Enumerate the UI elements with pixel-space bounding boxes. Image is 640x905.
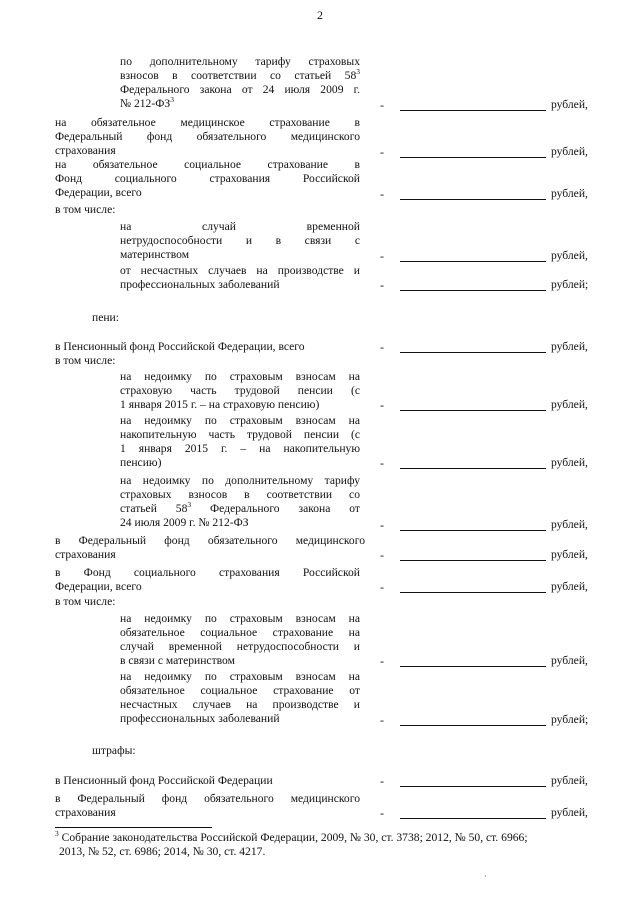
- page-number: 2: [317, 8, 323, 22]
- item-accidents: [120, 264, 360, 292]
- unit-label: рублей,: [551, 456, 588, 469]
- including-label: в том числе:: [55, 203, 116, 216]
- footnote: [55, 831, 595, 859]
- text-line: накопительную часть трудовой пенсии (с: [120, 428, 360, 441]
- blank-line[interactable]: [400, 110, 546, 111]
- unit-label: рублей,: [551, 340, 588, 353]
- text-line: взносов в соответствии со статьей $58^3$: [120, 67, 360, 82]
- text-line: от несчастных случаев на производстве и: [120, 264, 360, 277]
- text-line: на недоимку по страховым взносам на: [120, 670, 360, 683]
- item-peni-temporary-disability: [120, 612, 360, 668]
- text-line: в Федеральный фонд обязательного медицинского: [55, 792, 360, 805]
- text-line: на недоимку по дополнительному тарифу: [120, 474, 360, 487]
- text-line: на обязательное медицинское страхование в: [55, 116, 360, 129]
- blank-line[interactable]: [400, 290, 546, 291]
- text-line: 1 января 2015 г. – на страховую пенсию): [120, 398, 320, 411]
- item-fines-medical-fund: [55, 792, 360, 820]
- footnote-text: Собрание законодательства Российской Федерации, 2009, № 30, ст. 3738; 2012, № 50, ст. 6966;: [61, 831, 528, 844]
- footnote-ref: 3: [356, 67, 360, 77]
- dash: -: [380, 340, 384, 354]
- text-line: в Федеральный фонд обязательного медицинского: [55, 534, 365, 547]
- text-line: профессиональных заболеваний: [120, 712, 280, 725]
- unit-label: рублей,: [551, 187, 588, 200]
- dash: -: [380, 398, 384, 412]
- text-line: в Пенсионный фонд Российской Федерации: [55, 774, 273, 787]
- section-heading-shtrafy: штрафы:: [92, 744, 136, 757]
- footnote-line: [55, 845, 595, 859]
- unit-label: рублей,: [551, 774, 588, 787]
- text-line: на обязательное социальное страхование в: [55, 158, 360, 171]
- item-peni-funded-pension: [120, 414, 360, 470]
- unit-label: рублей,: [551, 806, 588, 819]
- item-peni-insurance-pension: [120, 370, 360, 412]
- text-line: пенсию): [120, 456, 162, 469]
- text-line: 24 июля 2009 г. № 212-ФЗ: [120, 516, 249, 529]
- text-line: 1 января 2015 г. – на накопительную: [120, 442, 360, 455]
- blank-line[interactable]: [400, 786, 546, 787]
- text-line: обязательное социальное страхование от: [120, 684, 360, 697]
- text-line: Федеральный фонд обязательного медицинского: [55, 130, 360, 143]
- text-line: Федерации, всего: [55, 186, 142, 199]
- dash: -: [380, 774, 384, 788]
- dash: -: [380, 456, 384, 470]
- dash: -: [380, 278, 384, 292]
- unit-label: рублей,: [551, 398, 588, 411]
- dash: -: [380, 548, 384, 562]
- blank-line[interactable]: [400, 261, 546, 262]
- unit-label: рублей,: [551, 145, 588, 158]
- text-line: Фонд социального страхования Российской: [55, 172, 360, 185]
- blank-line[interactable]: [400, 818, 546, 819]
- unit-label: рублей,: [551, 249, 588, 262]
- text-line: по дополнительному тарифу страховых: [120, 55, 360, 68]
- item-peni-pension-fund: [55, 340, 365, 354]
- text-line: на недоимку по страховым взносам на: [120, 414, 360, 427]
- item-peni-accidents: [120, 670, 360, 726]
- text-line: страховых взносов в соответствии со: [120, 488, 360, 501]
- footnote-ref: 3: [170, 95, 174, 105]
- item-medical-insurance: [55, 116, 360, 158]
- text-line: статьей $58^3$ Федерального закона от: [120, 500, 360, 515]
- footnote-text: 2013, № 52, ст. 6986; 2014, № 30, ст. 4217.: [59, 845, 266, 858]
- dash: -: [380, 98, 384, 112]
- unit-label: рублей,: [551, 548, 588, 561]
- blank-line[interactable]: [400, 468, 546, 469]
- dash: -: [380, 654, 384, 668]
- item-additional-tariff: [120, 55, 360, 111]
- text-line: несчастных случаев на производстве и: [120, 698, 360, 711]
- item-social-insurance: [55, 158, 360, 200]
- text-line: страхования: [55, 806, 116, 819]
- blank-line[interactable]: [400, 352, 546, 353]
- text-line: Федерального закона от 24 июля 2009 г.: [120, 83, 360, 96]
- dash: -: [380, 249, 384, 263]
- text-line: случай временной нетрудоспособности и: [120, 640, 360, 653]
- unit-label: рублей,: [551, 654, 588, 667]
- section-heading-peni: пени:: [92, 311, 119, 324]
- blank-line[interactable]: [400, 199, 546, 200]
- scan-dot: ·: [484, 872, 487, 881]
- blank-line[interactable]: [400, 666, 546, 667]
- item-temporary-disability: [120, 220, 360, 262]
- text-line: на случай временной: [120, 220, 360, 233]
- item-peni-additional-tariff: [120, 474, 360, 530]
- dash: -: [380, 518, 384, 532]
- text-line: страховую часть трудовой пенсии (с: [120, 384, 360, 397]
- blank-line[interactable]: [400, 725, 546, 726]
- including-label: в том числе:: [55, 595, 116, 608]
- text-line: обязательное социальное страхование на: [120, 626, 360, 639]
- text-line: в Фонд социального страхования Российской: [55, 566, 360, 579]
- unit-label: рублей,: [551, 518, 588, 531]
- footnote-mark: 3: [55, 829, 59, 839]
- blank-line[interactable]: [400, 592, 546, 593]
- blank-line[interactable]: [400, 560, 546, 561]
- blank-line[interactable]: [400, 157, 546, 158]
- text-line: страхования: [55, 144, 116, 157]
- footnote-divider: [55, 827, 212, 828]
- unit-label: рублей,: [551, 580, 588, 593]
- blank-line[interactable]: [400, 530, 546, 531]
- item-peni-medical-fund: [55, 534, 365, 562]
- text-line: № $212-ФЗ^3$: [120, 95, 174, 110]
- item-fines-pension-fund: [55, 774, 365, 788]
- including-label: в том числе:: [55, 354, 116, 367]
- unit-label: рублей;: [551, 713, 589, 726]
- text-line: на недоимку по страховым взносам на: [120, 370, 360, 383]
- footnote-ref: 3: [187, 500, 192, 510]
- text-line: в связи с материнством: [120, 654, 235, 667]
- text-line: нетрудоспособности и в связи с: [120, 234, 360, 247]
- dash: -: [380, 187, 384, 201]
- blank-line[interactable]: [400, 410, 546, 411]
- dash: -: [380, 145, 384, 159]
- text-line: материнством: [120, 248, 190, 261]
- text-line: на недоимку по страховым взносам на: [120, 612, 360, 625]
- text-line: в Пенсионный фонд Российской Федерации, всего: [55, 340, 305, 353]
- unit-label: рублей,: [551, 98, 588, 111]
- unit-label: рублей;: [551, 278, 589, 291]
- text-line: страхования: [55, 548, 116, 561]
- item-peni-social-fund: [55, 566, 360, 594]
- text-line: Федерации, всего: [55, 580, 142, 593]
- dash: -: [380, 713, 384, 727]
- dash: -: [380, 580, 384, 594]
- footnote-line: [55, 831, 595, 845]
- dash: -: [380, 806, 384, 820]
- text-line: профессиональных заболеваний: [120, 278, 280, 291]
